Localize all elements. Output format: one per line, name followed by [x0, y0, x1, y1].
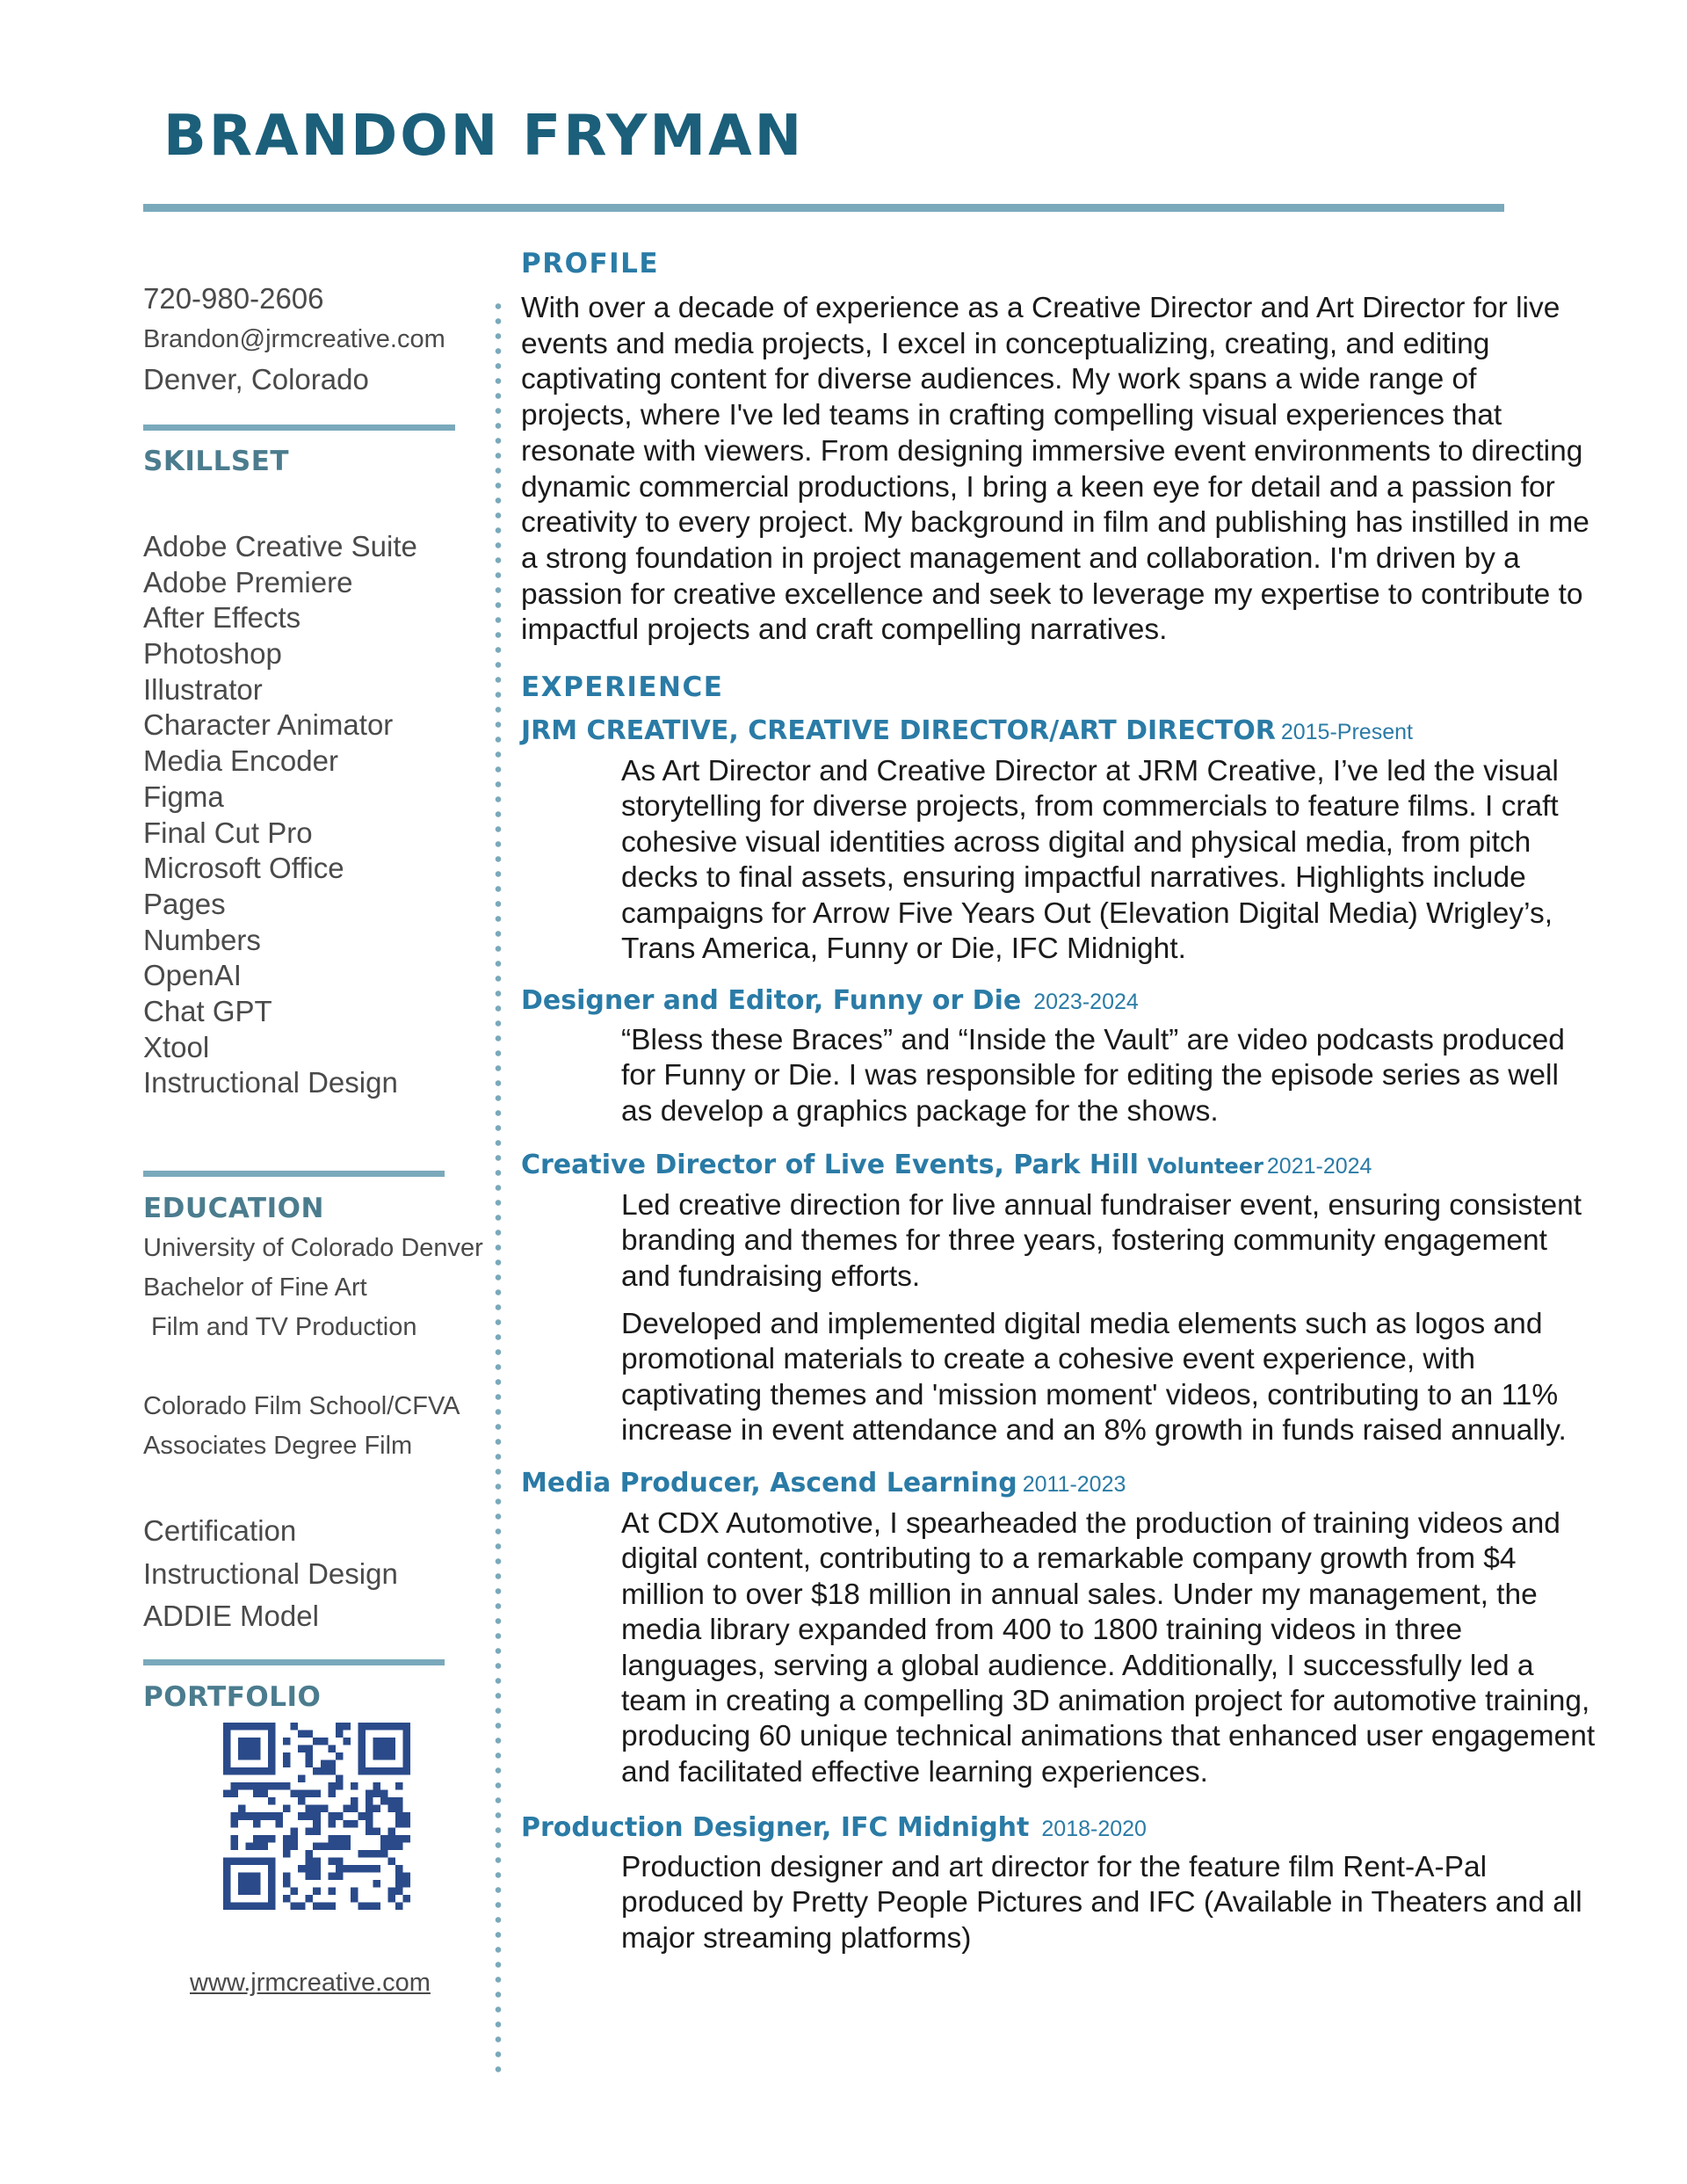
job-title-text: Production Designer, IFC Midnight [521, 1812, 1030, 1843]
header-rule [143, 204, 1504, 212]
skill-item: Chat GPT [143, 994, 272, 1027]
phone-number: 720-980-2606 [143, 282, 324, 315]
job-title-text: Designer and Editor, Funny or Die [521, 985, 1022, 1016]
email-address: Brandon@jrmcreative.com [143, 325, 445, 353]
degree-field: Film and TV Production [151, 1313, 417, 1341]
skill-list [143, 529, 417, 1101]
location: Denver, Colorado [143, 363, 369, 395]
profile-heading: PROFILE [521, 248, 660, 279]
job-description: Developed and implemented digital media elements such as logos and promotional materials to create a cohesive event experience, with captivating themes and 'mission moment' videos, contributing to an 11% increase in event attendance and an 8% growth in funds raised annually. [621, 1308, 1567, 1448]
job-title-text: Creative Director of Live Events, Park Hill [521, 1150, 1139, 1180]
skill-item: Pages [143, 887, 226, 920]
education-list [143, 1229, 483, 1466]
job-title [521, 1812, 1147, 1843]
divider-rule [143, 1171, 445, 1177]
skill-item: Adobe Creative Suite [143, 530, 417, 562]
job-title-text: Media Producer, Ascend Learning [521, 1468, 1017, 1498]
certification-title: Certification [143, 1514, 297, 1547]
skill-item: After Effects [143, 601, 301, 635]
divider-rule [143, 424, 455, 431]
job-description: Production designer and art director for the feature film Rent-A-Pal produced by Pretty People Pictures and IFC (Available in Theaters and all major streaming platforms) [621, 1851, 1582, 1955]
job-description: “Bless these Braces” and “Inside the Vault” are video podcasts produced for Funny or Die. I was responsible for editing the episode series as well as develop a graphics package for the shows. [621, 1024, 1565, 1128]
portfolio-link[interactable]: www.jrmcreative.com [190, 1969, 431, 1997]
job-title-text: JRM CREATIVE, CREATIVE DIRECTOR/ART DIRECTOR [521, 715, 1276, 746]
job-description: As Art Director and Creative Director at JRM Creative, I’ve led the visual storytelling for diverse projects, from commercials to feature films. I craft cohesive visual identities across digital and physical media, from pitch decks to final assets, ensuring impactful narratives. Highlights include campaigns for Arrow Five Years Out (Elevation Digital Media) Wrigley’s, Trans America, Funny or Die, IFC Midnight. [621, 755, 1559, 966]
skill-item: Character Animator [143, 708, 394, 742]
skill-item: Numbers [143, 923, 261, 956]
skillset-heading: SKILLSET [143, 446, 290, 477]
skill-item: Photoshop [143, 637, 282, 671]
job-dates: 2011-2023 [1022, 1472, 1126, 1497]
job-title [521, 715, 1413, 746]
skill-item: OpenAI [143, 959, 242, 992]
skill-item: Final Cut Pro [143, 816, 313, 849]
skill-item: Instructional Design [143, 1066, 398, 1099]
skill-item: Xtool [143, 1030, 210, 1063]
job-dates: 2018-2020 [1041, 1817, 1147, 1841]
certification-item: ADDIE Model [143, 1600, 319, 1632]
education-heading: EDUCATION [143, 1193, 324, 1224]
job-title [521, 1468, 1126, 1498]
job-dates: 2015-Present [1280, 720, 1413, 744]
degree: Bachelor of Fine Art [143, 1273, 367, 1302]
portfolio-heading: PORTFOLIO [143, 1681, 322, 1713]
column-divider [495, 299, 502, 2079]
job-description: Led creative direction for live annual fundraiser event, ensuring consistent branding and themes for three years, fostering community engagement and fundraising efforts. [621, 1189, 1582, 1293]
contact-info [143, 279, 445, 400]
job-title [521, 985, 1139, 1016]
name-title: BRANDON FRYMAN [163, 104, 805, 169]
volunteer-label: Volunteer [1147, 1154, 1263, 1179]
skill-item: Illustrator [143, 672, 263, 706]
job-description: At CDX Automotive, I spearheaded the production of training videos and digital content, contributing to a remarkable company growth from $4 million to over $18 million in annual sales. Under my management, the media library expanded from 400 to 1800 training videos in three languages, serving a global audience. Additionally, I successfully led a team in creating a compelling 3D animation project for automotive training, producing 60 unique technical animations that enhanced user engagement and facilitated effective learning experiences. [621, 1507, 1596, 1789]
experience-heading: EXPERIENCE [521, 671, 724, 703]
certification-item: Instructional Design [143, 1556, 398, 1590]
degree: Associates Degree Film [143, 1432, 413, 1460]
skill-item: Adobe Premiere [143, 565, 353, 599]
qr-code-icon[interactable] [223, 1723, 410, 1910]
divider-rule [143, 1659, 445, 1665]
skill-item: Figma [143, 780, 224, 813]
certification-list [143, 1510, 398, 1638]
job-dates: 2021-2024 [1266, 1154, 1372, 1179]
profile-summary: With over a decade of experience as a Creative Director and Art Director for live events and media projects, I excel in conceptualizing, creating, and editing captivating content for diverse audiences. My work spans a wide range of projects, where I've led teams in crafting compelling visual experiences that resonate with viewers. From designing immersive event environments to directing dynamic commercial productions, I bring a keen eye for detail and a passion for creativity to every project. My background in film and publishing has instilled in me a strong foundation in project management and collaboration. I'm driven by a passion for creative excellence and seek to leverage my expertise to contribute to impactful projects and craft compelling narratives. [521, 292, 1589, 647]
school-name: University of Colorado Denver [143, 1234, 483, 1262]
skill-item: Microsoft Office [143, 852, 344, 885]
job-title [521, 1150, 1372, 1180]
job-dates: 2023-2024 [1033, 990, 1139, 1014]
school-name: Colorado Film School/CFVA [143, 1392, 460, 1420]
skill-item: Media Encoder [143, 744, 338, 778]
